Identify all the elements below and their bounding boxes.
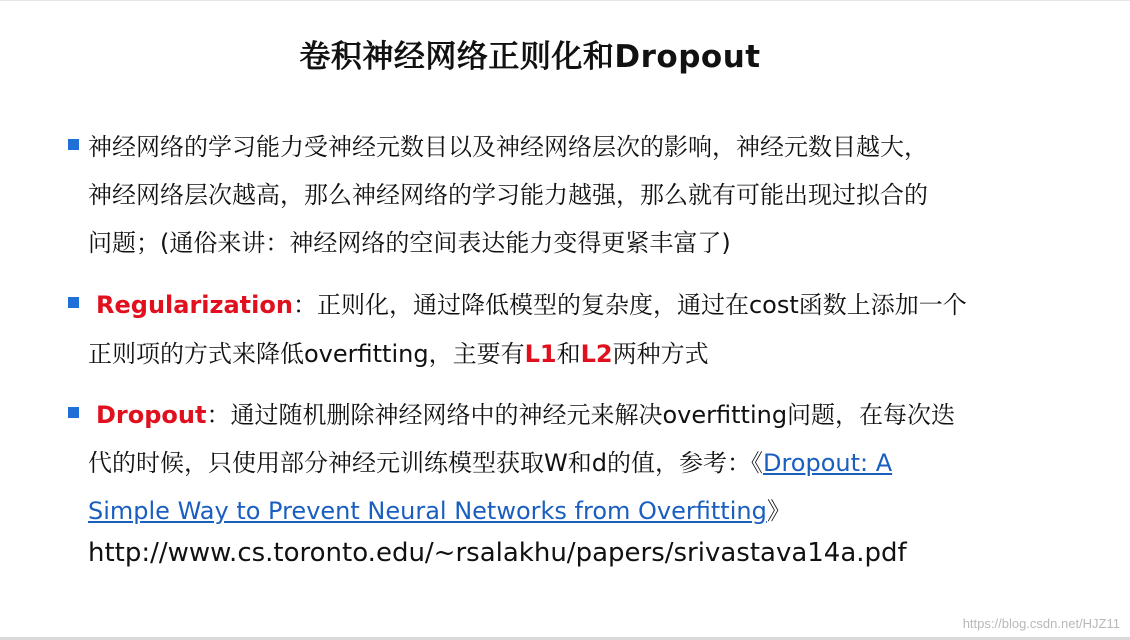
bullet-square-icon (68, 139, 79, 150)
dropout-keyword: Dropout (96, 401, 207, 429)
regularization-text: ：正则化，通过降低模型的复杂度，通过在cost函数上添加一个 (292, 291, 967, 319)
dropout-text: ：通过随机删除神经网络中的神经元来解决overfitting问题，在每次迭 (206, 401, 956, 429)
bullet-square-icon (68, 297, 79, 308)
two-ways-text: 两种方式 (612, 340, 709, 368)
bullet-square-icon (68, 407, 79, 418)
regularization-text-2: 正则项的方式来降低overfitting，主要有 (88, 340, 525, 368)
bullet-3-line-2 (88, 443, 892, 478)
and-text: 和 (556, 340, 581, 368)
paper-link[interactable]: Dropout: A (762, 449, 893, 477)
l1-keyword: L1 (524, 340, 557, 368)
bullet-1-line-2: 神经网络层次越高，那么神经网络的学习能力越强，那么就有可能出现过拟合的 (88, 181, 928, 209)
l2-keyword: L2 (580, 340, 613, 368)
bullet-1-line-1: 神经网络的学习能力受神经元数目以及神经网络层次的影响，神经元数目越大， (88, 133, 928, 161)
bullet-3-line-1 (96, 395, 955, 430)
paper-url-text: http://www.cs.toronto.edu/~rsalakhu/papers/srivastava14a.pdf (88, 538, 907, 568)
dropout-text-2: 代的时候，只使用部分神经元训练模型获取W和d的值，参考：《 (88, 449, 763, 477)
bullet-2-line-2 (88, 334, 709, 369)
bullet-3-line-3 (88, 491, 791, 526)
bullet-2-line-1 (96, 285, 967, 320)
regularization-keyword: Regularization (96, 291, 293, 319)
watermark: https://blog.csdn.net/HJZ11 (962, 616, 1120, 631)
close-quote: 》 (766, 497, 791, 525)
paper-link-continued[interactable]: Simple Way to Prevent Neural Networks from Overfitting (88, 497, 767, 525)
slide-title: 卷积神经网络正则化和Dropout (299, 39, 761, 75)
bullet-1-line-3: 问题；(通俗来讲：神经网络的空间表达能力变得更紧丰富了) (88, 229, 731, 257)
